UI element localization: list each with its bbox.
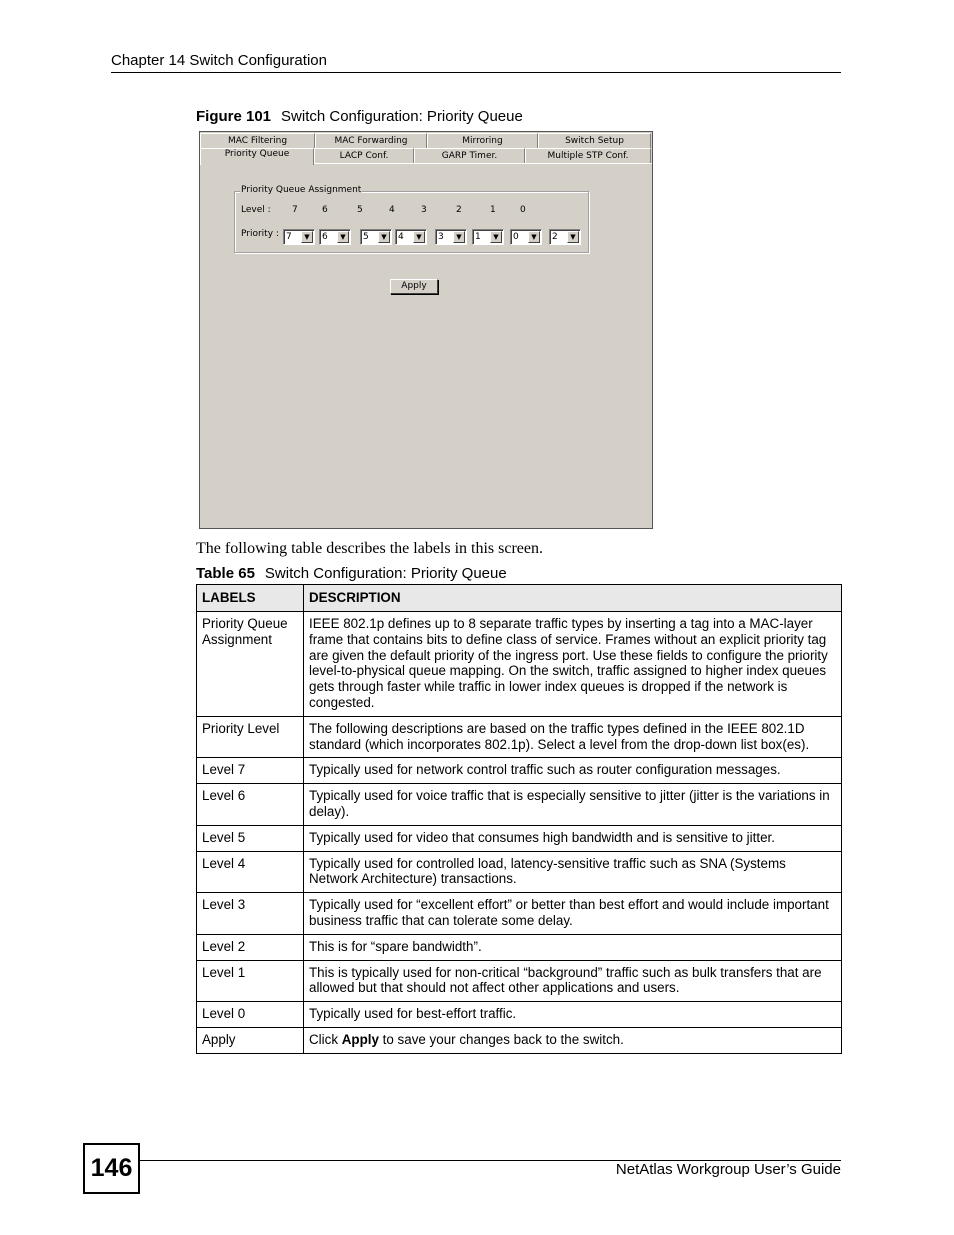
chevron-down-icon[interactable]: ▼ bbox=[378, 231, 390, 243]
tab-lacp-conf[interactable]: LACP Conf. bbox=[314, 148, 414, 163]
table-row bbox=[197, 893, 842, 935]
table-label: Table 65 bbox=[196, 565, 255, 582]
level-value: 3 bbox=[421, 205, 427, 215]
select-value: 6 bbox=[322, 232, 328, 242]
row-label: Level 6 bbox=[197, 784, 304, 826]
row-description: This is typically used for non-critical “background” traffic such as bulk transfers that are allowed but that should not affect other applications and users. bbox=[304, 960, 842, 1002]
row-description: Typically used for voice traffic that is especially sensitive to jitter (jitter is the variations in delay). bbox=[304, 784, 842, 826]
row-description: Typically used for best-effort traffic. bbox=[304, 1002, 842, 1028]
figure-caption bbox=[196, 108, 523, 125]
tab-priority-queue[interactable]: Priority Queue bbox=[200, 148, 314, 165]
figure-label: Figure 101 bbox=[196, 108, 272, 125]
page-header: Chapter 14 Switch Configuration bbox=[111, 52, 327, 69]
select-value: 1 bbox=[475, 232, 481, 242]
row-label: Apply bbox=[197, 1027, 304, 1053]
tab-switch-setup[interactable]: Switch Setup bbox=[538, 133, 651, 148]
priority-select-level-2[interactable] bbox=[472, 229, 504, 245]
chevron-down-icon[interactable]: ▼ bbox=[337, 231, 349, 243]
tab-row-2 bbox=[200, 148, 651, 163]
row-description: This is for “spare bandwidth”. bbox=[304, 934, 842, 960]
level-value: 4 bbox=[389, 205, 395, 215]
row-label: Level 7 bbox=[197, 758, 304, 784]
level-value: 0 bbox=[520, 205, 526, 215]
select-value: 3 bbox=[438, 232, 444, 242]
tab-multiple-stp-conf[interactable]: Multiple STP Conf. bbox=[525, 148, 651, 163]
row-label: Level 3 bbox=[197, 893, 304, 935]
table-row bbox=[197, 960, 842, 1002]
page-number: 146 bbox=[83, 1143, 140, 1194]
priority-queue-assignment-group bbox=[234, 185, 589, 253]
chevron-down-icon[interactable]: ▼ bbox=[413, 231, 425, 243]
intro-text: The following table describes the labels in this screen. bbox=[196, 540, 544, 557]
level-row bbox=[241, 205, 581, 217]
table-caption bbox=[196, 565, 507, 582]
level-value: 5 bbox=[357, 205, 363, 215]
priority-label: Priority : bbox=[241, 229, 279, 239]
level-value: 2 bbox=[456, 205, 462, 215]
table-row bbox=[197, 1027, 842, 1053]
select-value: 7 bbox=[286, 232, 292, 242]
priority-select-level-5[interactable] bbox=[360, 229, 392, 245]
priority-row bbox=[241, 229, 586, 247]
tab-row-1 bbox=[200, 133, 651, 148]
header-labels: LABELS bbox=[197, 585, 304, 612]
table-row bbox=[197, 758, 842, 784]
level-value: 1 bbox=[490, 205, 496, 215]
header-rule bbox=[111, 72, 841, 73]
table-row bbox=[197, 612, 842, 717]
desc-prefix: Click bbox=[309, 1031, 342, 1047]
select-value: 0 bbox=[513, 232, 519, 242]
priority-select-level-7[interactable] bbox=[283, 229, 315, 245]
row-description: IEEE 802.1p defines up to 8 separate traffic types by inserting a tag into a MAC-layer frame that contains bits to define class of service. Frames without an explicit priority tag are given the default priority of the ingress port. Use these fields to configure the priority level-to-physical queue mapping. On the switch, traffic assigned to higher index queues gets through faster while traffic in lower index queues is dropped if the network is congested. bbox=[304, 612, 842, 717]
description-table bbox=[196, 584, 842, 1054]
row-label: Priority Queue Assignment bbox=[197, 612, 304, 717]
apply-button[interactable]: Apply bbox=[390, 279, 438, 294]
row-label: Level 5 bbox=[197, 825, 304, 851]
table-row bbox=[197, 825, 842, 851]
row-description: Typically used for controlled load, latency-sensitive traffic such as SNA (Systems Network Architecture) transactions. bbox=[304, 851, 842, 893]
header-description: DESCRIPTION bbox=[304, 585, 842, 612]
desc-suffix: to save your changes back to the switch. bbox=[378, 1031, 624, 1047]
tab-underline bbox=[314, 163, 652, 164]
level-value: 6 bbox=[322, 205, 328, 215]
chevron-down-icon[interactable]: ▼ bbox=[490, 231, 502, 243]
level-label: Level : bbox=[241, 205, 271, 215]
table-header-row bbox=[197, 585, 842, 612]
chevron-down-icon[interactable]: ▼ bbox=[301, 231, 313, 243]
select-value: 2 bbox=[552, 232, 558, 242]
chevron-down-icon[interactable]: ▼ bbox=[453, 231, 465, 243]
row-label: Level 4 bbox=[197, 851, 304, 893]
table-title: Switch Configuration: Priority Queue bbox=[264, 565, 507, 582]
desc-bold: Apply bbox=[341, 1031, 379, 1047]
tab-mac-forwarding[interactable]: MAC Forwarding bbox=[315, 133, 427, 148]
priority-select-level-0[interactable] bbox=[549, 229, 581, 245]
row-label: Priority Level bbox=[197, 716, 304, 758]
priority-queue-screenshot bbox=[199, 131, 653, 529]
figure-title: Switch Configuration: Priority Queue bbox=[281, 108, 523, 125]
level-value: 7 bbox=[292, 205, 298, 215]
tab-garp-timer[interactable]: GARP Timer. bbox=[414, 148, 525, 163]
row-description: Typically used for video that consumes high bandwidth and is sensitive to jitter. bbox=[304, 825, 842, 851]
footer-title: NetAtlas Workgroup User’s Guide bbox=[615, 1161, 841, 1178]
row-label: Level 0 bbox=[197, 1002, 304, 1028]
row-description: Typically used for “excellent effort” or better than best effort and would include important business traffic that can tolerate some delay. bbox=[304, 893, 842, 935]
group-title: Priority Queue Assignment bbox=[241, 185, 362, 195]
table-row bbox=[197, 1002, 842, 1028]
chevron-down-icon[interactable]: ▼ bbox=[567, 231, 579, 243]
priority-select-level-6[interactable] bbox=[319, 229, 351, 245]
select-value: 5 bbox=[363, 232, 369, 242]
priority-select-level-4[interactable] bbox=[395, 229, 427, 245]
row-description: Typically used for network control traffic such as router configuration messages. bbox=[304, 758, 842, 784]
chevron-down-icon[interactable]: ▼ bbox=[528, 231, 540, 243]
tab-mirroring[interactable]: Mirroring bbox=[427, 133, 538, 148]
row-label: Level 2 bbox=[197, 934, 304, 960]
row-description bbox=[304, 1027, 842, 1053]
table-row bbox=[197, 716, 842, 758]
tab-mac-filtering[interactable]: MAC Filtering bbox=[200, 133, 315, 148]
priority-select-level-1[interactable] bbox=[510, 229, 542, 245]
select-value: 4 bbox=[398, 232, 404, 242]
table-row bbox=[197, 784, 842, 826]
table-row bbox=[197, 934, 842, 960]
priority-select-level-3[interactable] bbox=[435, 229, 467, 245]
row-description: The following descriptions are based on the traffic types defined in the IEEE 802.1D standard (which incorporates 802.1p). Select a level from the drop-down list box(es). bbox=[304, 716, 842, 758]
table-row bbox=[197, 851, 842, 893]
row-label: Level 1 bbox=[197, 960, 304, 1002]
